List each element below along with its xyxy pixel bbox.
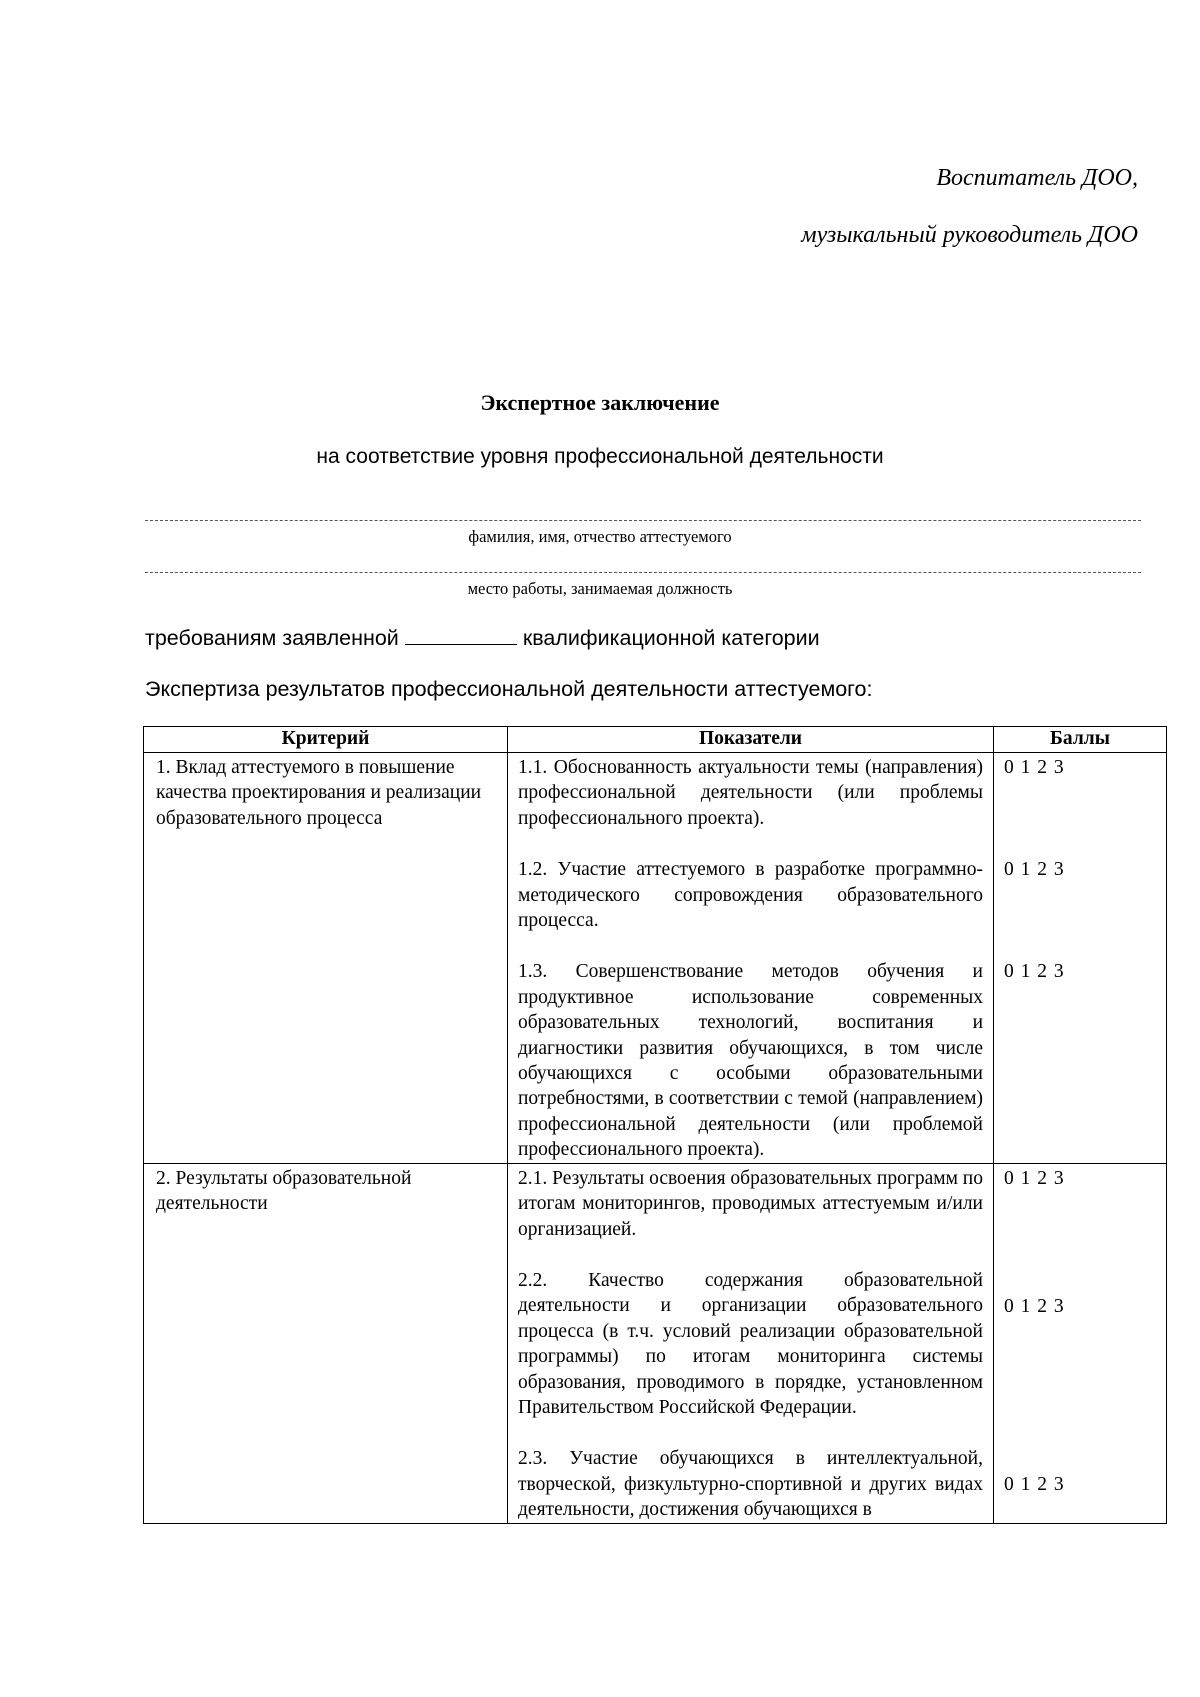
table-header-row <box>144 727 1167 753</box>
role-line-2: музыкальный руководитель ДОО <box>801 222 1138 248</box>
header-scores: Баллы <box>994 727 1167 753</box>
role-line-1: Воспитатель ДОО, <box>936 165 1138 191</box>
table-row <box>144 753 1167 1164</box>
indicators-cell <box>508 1163 994 1523</box>
expertise-intro: Экспертиза результатов профессиональной деятельности аттестуемого: <box>145 677 873 701</box>
scores-cell <box>994 1163 1167 1523</box>
criterion-cell: 2. Результаты образовательной деятельности <box>144 1163 508 1523</box>
indicator-text: 1.1. Обоснованность актуальности темы (направления) профессиональной деятельности (или проблемы профессионального проекта). <box>518 757 983 829</box>
indicator-text: 2.1. Результаты освоения образовательных программ по итогам мониторингов, проводимых аттестуемым и/или организацией. <box>518 1167 983 1240</box>
fio-blank-line <box>145 520 1141 521</box>
score-scale: 0 1 2 3 <box>1004 757 1064 778</box>
workplace-blank-line <box>145 572 1141 573</box>
workplace-caption: место работы, занимаемая должность <box>467 579 733 598</box>
indicator-text: 2.2. Качество содержания образовательной деятельности и организации образовательного процесса (в т.ч. условий реализации образовательной программы) по итогам мониторинга системы образования, проводимого в порядке, установленном Правительством Российской Федерации. <box>518 1269 983 1418</box>
table-row <box>144 1163 1167 1523</box>
indicators-cell <box>508 753 994 1164</box>
indicator-text: 1.2. Участие аттестуемого в разработке программно-методического сопровождения образовательного процесса. <box>518 859 983 932</box>
score-scale: 0 1 2 3 <box>1004 1167 1064 1189</box>
indicator-text: 1.3. Совершенствование методов обучения и продуктивное использование современных образовательных технологий, воспитания и диагностики развития обучающихся, в том числе обучающихся с особыми образовательными потребностями, в соответствии с темой (направлением) профессиональной деятельности (или проблемой профессионального проекта). <box>518 961 983 1161</box>
scores-cell <box>994 753 1167 1164</box>
requirement-text-after: квалификационной категории <box>522 626 820 650</box>
score-scale: 0 1 2 3 <box>1004 1473 1064 1495</box>
score-scale: 0 1 2 3 <box>1004 961 1064 982</box>
criteria-table <box>143 726 1167 1524</box>
score-scale: 0 1 2 3 <box>1004 1295 1064 1317</box>
document-title: Экспертное заключение <box>480 390 720 415</box>
requirement-text-before: требованиям заявленной <box>145 626 399 650</box>
header-criterion: Критерий <box>144 727 508 753</box>
requirement-line <box>145 626 820 651</box>
fio-caption: фамилия, имя, отчество аттестуемого <box>468 527 732 546</box>
header-indicators: Показатели <box>508 727 994 753</box>
document-subtitle: на соответствие уровня профессиональной деятельности <box>316 445 884 468</box>
criterion-cell: 1. Вклад аттестуемого в повышение качества проектирования и реализации образовательного процесса <box>144 753 508 1164</box>
category-blank <box>405 626 517 645</box>
indicator-text: 2.3. Участие обучающихся в интеллектуальной, творческой, физкультурно-спортивной и других видах деятельности, достижения обучающихся в <box>518 1448 983 1521</box>
score-scale: 0 1 2 3 <box>1004 859 1064 880</box>
